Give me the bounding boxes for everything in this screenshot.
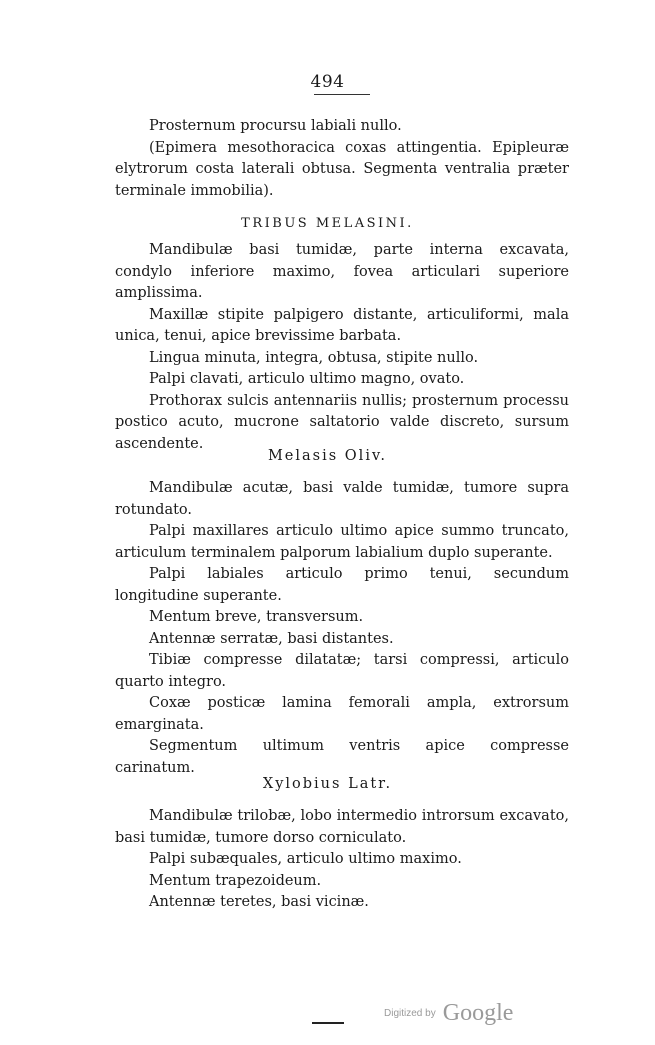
- digitized-watermark: [384, 1000, 513, 1027]
- page-number-rule: [314, 94, 370, 95]
- tribe-block: [115, 240, 569, 455]
- melasis-paragraph-8: Segmentum ultimum ventris apice compresse carinatum.: [115, 738, 569, 776]
- tribe-paragraph-4: Palpi clavati, articulo ultimo magno, ovato.: [149, 371, 465, 387]
- melasis-block: [115, 478, 569, 779]
- tribe-paragraph-5: Prothorax sulcis antennariis nullis; prosternum processu postico acuto, mucrone saltatorio valde discreto, sursum ascendente.: [115, 392, 569, 452]
- melasis-paragraph-6: Tibiæ compresse dilatatæ; tarsi compressi, articulo quarto integro.: [115, 652, 569, 690]
- tribe-paragraph-2: Maxillæ stipite palpigero distante, articuliformi, mala unica, tenui, apice brevissime barbata.: [115, 306, 569, 344]
- xylobius-paragraph-3: Mentum trapezoideum.: [149, 872, 322, 889]
- intro-paragraph-1: Prosternum procursu labiali nullo.: [149, 118, 402, 134]
- xylobius-heading: Xylobius Latr.: [262, 776, 393, 792]
- melasis-paragraph-5: Antennæ serratæ, basi distantes.: [149, 630, 394, 647]
- google-logo: Google: [442, 1000, 514, 1026]
- melasis-paragraph-3: Palpi labiales articulo primo tenui, secundum longitudine superante.: [115, 566, 569, 604]
- melasis-paragraph-1: Mandibulæ acutæ, basi valde tumidæ, tumore supra rotundato.: [115, 480, 569, 518]
- footer-rule: [312, 1022, 344, 1024]
- xylobius-paragraph-4: Antennæ teretes, basi vicinæ.: [149, 894, 369, 910]
- page-number: 494: [310, 72, 345, 92]
- xylobius-paragraph-2: Palpi subæquales, articulo ultimo maximo.: [149, 851, 462, 867]
- melasis-paragraph-4: Mentum breve, transversum.: [149, 609, 364, 625]
- xylobius-paragraph-1: Mandibulæ trilobæ, lobo intermedio introrsum excavato, basi tumidæ, tumore dorso corniculato.: [115, 808, 569, 846]
- tribe-paragraph-3: Lingua minuta, integra, obtusa, stipite nullo.: [149, 349, 479, 366]
- intro-block: [115, 116, 569, 202]
- xylobius-block: [115, 806, 569, 914]
- tribe-paragraph-1: Mandibulæ basi tumidæ, parte interna excavata, condylo inferiore maximo, fovea articulari superiore amplissima.: [115, 242, 569, 301]
- intro-paragraph-2: (Epimera mesothoracica coxas attingentia. Epipleuræ elytrorum costa laterali obtusa. Segmenta ventralia præter terminale immobilia).: [115, 139, 569, 199]
- melasis-paragraph-7: Coxæ posticæ lamina femorali ampla, extrorsum emarginata.: [115, 695, 569, 733]
- watermark-prefix: Digitized by: [384, 1008, 436, 1019]
- melasis-paragraph-2: Palpi maxillares articulo ultimo apice summo truncato, articulum terminalem palporum labialium duplo superante.: [115, 523, 569, 561]
- tribe-heading: TRIBUS MELASINI.: [241, 216, 414, 231]
- melasis-heading: Melasis Oliv.: [267, 448, 388, 464]
